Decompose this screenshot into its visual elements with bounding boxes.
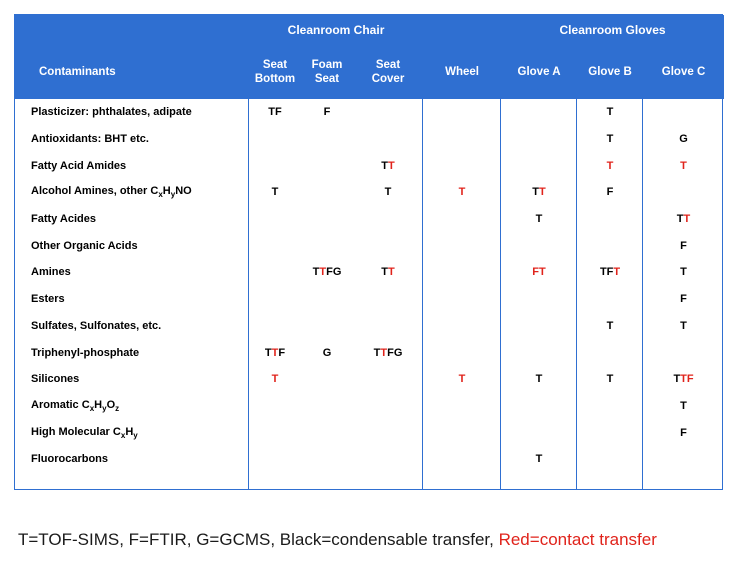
row-label: Antioxidants: BHT etc. (31, 133, 149, 146)
contact-transfer-mark: T (388, 159, 395, 172)
table-cell (423, 259, 501, 286)
condensable-transfer-mark: F (606, 186, 614, 199)
table-cell (423, 232, 501, 259)
table-cell (249, 126, 301, 153)
contact-transfer-mark: T (458, 373, 466, 386)
column-header-glove-a: Glove A (501, 45, 577, 99)
condensable-transfer-mark: T (680, 399, 687, 412)
contact-transfer-mark: T (606, 159, 614, 172)
condensable-transfer-mark: T (680, 266, 687, 279)
column-header-glove-b: Glove B (577, 45, 643, 99)
table-cell (501, 473, 577, 493)
table-cell (249, 99, 301, 126)
table-cell (249, 206, 301, 233)
contact-transfer-mark: TF (680, 373, 694, 386)
condensable-transfer-mark: FG (387, 346, 403, 359)
table-cell (643, 366, 724, 393)
table-cell (423, 179, 501, 206)
table-cell (301, 152, 353, 179)
table-cell (501, 366, 577, 393)
table-cell (353, 446, 423, 473)
table-cell (423, 366, 501, 393)
table-cell (501, 99, 577, 126)
condensable-transfer-mark: FG (326, 266, 342, 279)
condensable-transfer-mark: G (679, 133, 688, 146)
condensable-transfer-mark: F (680, 426, 687, 439)
table-cell (577, 179, 643, 206)
column-header-seat-cover: Seat Cover (353, 45, 423, 99)
table-cell (643, 473, 724, 493)
row-label: Alcohol Amines, other $C_xH_yNO$ (31, 185, 192, 200)
table-cell (423, 206, 501, 233)
table-row (15, 99, 724, 126)
table-cell (501, 419, 577, 446)
condensable-transfer-mark: T (676, 213, 684, 226)
row-label: Triphenyl-phosphate (31, 346, 140, 359)
table-cell (423, 313, 501, 340)
table-row (15, 286, 724, 313)
condensable-transfer-mark: T (271, 186, 279, 199)
table-cell (577, 339, 643, 366)
table-cell (643, 126, 724, 153)
table-cell (423, 339, 501, 366)
condensable-transfer-mark: T (673, 373, 681, 386)
contact-transfer-mark: T (683, 213, 691, 226)
condensable-transfer-mark: T (535, 373, 543, 386)
condensable-transfer-mark: T (381, 159, 389, 172)
header-empty-cell (423, 15, 501, 45)
table-cell (577, 313, 643, 340)
condensable-transfer-mark: F (278, 346, 286, 359)
condensable-transfer-mark: T (381, 266, 389, 279)
table-cell (577, 152, 643, 179)
column-divider (642, 99, 643, 489)
table-cell (353, 366, 423, 393)
contaminants-table-container (14, 14, 723, 490)
table-cell (423, 419, 501, 446)
table-row (15, 446, 724, 473)
row-label: Esters (31, 293, 65, 306)
header-group-row (15, 15, 724, 45)
table-cell (577, 259, 643, 286)
table-cell (643, 152, 724, 179)
condensable-transfer-mark: T (373, 346, 381, 359)
table-cell (353, 152, 423, 179)
contact-transfer-mark: T (319, 266, 327, 279)
condensable-transfer-mark: T (606, 319, 614, 332)
column-divider (500, 99, 501, 489)
table-cell (301, 126, 353, 153)
contact-transfer-mark: T (388, 266, 395, 279)
condensable-transfer-mark: F (680, 239, 687, 252)
condensable-transfer-mark: T (680, 319, 687, 332)
table-cell (301, 339, 353, 366)
table-row (15, 313, 724, 340)
table-row (15, 152, 724, 179)
row-label: Other Organic Acids (31, 239, 138, 252)
row-label: Sulfates, Sulfonates, etc. (31, 319, 162, 332)
table-cell (353, 232, 423, 259)
table-cell (353, 286, 423, 313)
table-cell (423, 393, 501, 420)
row-label: Silicones (31, 373, 80, 386)
table-cell (353, 393, 423, 420)
table-cell (643, 206, 724, 233)
column-header-seat-bottom: Seat Bottom (249, 45, 301, 99)
condensable-transfer-mark: T (312, 266, 320, 279)
column-header-glove-c: Glove C (643, 45, 724, 99)
table-cell (577, 99, 643, 126)
table-cell (577, 419, 643, 446)
condensable-transfer-mark: T (606, 133, 614, 146)
table-cell (301, 313, 353, 340)
table-cell (15, 473, 249, 493)
condensable-transfer-mark: T (606, 373, 614, 386)
table-row (15, 179, 724, 206)
table-cell (501, 393, 577, 420)
contact-transfer-mark: T (271, 373, 279, 386)
table-cell (501, 259, 577, 286)
table-cell (501, 339, 577, 366)
table-cell (249, 259, 301, 286)
contact-transfer-mark: T (458, 186, 466, 199)
header-columns-row (15, 45, 724, 99)
table-cell (577, 446, 643, 473)
table-cell (423, 152, 501, 179)
table-cell (249, 179, 301, 206)
table-cell (577, 206, 643, 233)
table-cell (423, 126, 501, 153)
condensable-transfer-mark: G (322, 346, 332, 359)
row-label: Aromatic $C_xH_yO_z$ (31, 398, 120, 413)
table-cell (643, 286, 724, 313)
legend-red-text: Red=contact transfer (498, 530, 657, 549)
table-cell (249, 473, 301, 493)
table-cell (301, 286, 353, 313)
contaminants-table (15, 15, 724, 493)
row-label: Fluorocarbons (31, 453, 109, 466)
table-cell (249, 393, 301, 420)
table-cell (249, 419, 301, 446)
column-divider (248, 99, 249, 489)
table-body (15, 99, 724, 493)
table-cell (577, 473, 643, 493)
contact-transfer-mark: T (380, 346, 388, 359)
table-cell (423, 446, 501, 473)
table-cell (301, 419, 353, 446)
row-label: Fatty Acides (31, 213, 97, 226)
header-group-chair: Cleanroom Chair (249, 15, 423, 45)
table-row (15, 126, 724, 153)
condensable-transfer-mark: T (535, 453, 543, 466)
table-cell (249, 152, 301, 179)
condensable-transfer-mark: T (535, 213, 543, 226)
table-cell (301, 206, 353, 233)
table-cell (353, 473, 423, 493)
table-cell (501, 286, 577, 313)
table-cell (643, 99, 724, 126)
condensable-transfer-mark: TF (268, 106, 282, 119)
table-cell (577, 286, 643, 313)
table-row (15, 339, 724, 366)
table-cell (353, 206, 423, 233)
contact-transfer-mark: T (539, 186, 546, 199)
condensable-transfer-mark: T (532, 186, 540, 199)
legend-black-text: T=TOF-SIMS, F=FTIR, G=GCMS, Black=condensable transfer, (18, 530, 499, 549)
condensable-transfer-mark: TF (599, 266, 614, 279)
contact-transfer-mark: T (680, 159, 687, 172)
table-cell (249, 313, 301, 340)
table-cell (577, 126, 643, 153)
table-cell (643, 259, 724, 286)
table-cell (423, 99, 501, 126)
contact-transfer-mark: T (539, 266, 546, 279)
table-cell (643, 179, 724, 206)
condensable-transfer-mark: T (606, 106, 614, 119)
table-cell (643, 339, 724, 366)
table-cell (501, 179, 577, 206)
table-cell (301, 473, 353, 493)
table-row (15, 366, 724, 393)
table-cell (501, 232, 577, 259)
table-cell (353, 313, 423, 340)
table-cell (501, 206, 577, 233)
column-header-contaminants: Contaminants (15, 45, 249, 99)
table-cell (501, 446, 577, 473)
contact-transfer-mark: F (532, 266, 540, 279)
contact-transfer-mark: T (613, 266, 621, 279)
row-label: Amines (31, 266, 71, 279)
table-cell (301, 232, 353, 259)
table-cell (643, 419, 724, 446)
table-cell (249, 286, 301, 313)
table-cell (577, 393, 643, 420)
table-cell (501, 126, 577, 153)
table-cell (353, 259, 423, 286)
table-cell (301, 446, 353, 473)
table-cell (577, 366, 643, 393)
table-row (15, 259, 724, 286)
table-cell (353, 419, 423, 446)
table-cell (501, 152, 577, 179)
table-cell (353, 99, 423, 126)
table-cell (249, 232, 301, 259)
table-cell (301, 393, 353, 420)
table-cell (577, 232, 643, 259)
table-row (15, 232, 724, 259)
column-header-wheel: Wheel (423, 45, 501, 99)
row-label: High Molecular $C_xH_y$ (31, 425, 138, 440)
table-row-spacer (15, 473, 724, 493)
table-cell (423, 473, 501, 493)
table-cell (353, 339, 423, 366)
legend (18, 530, 657, 550)
row-label: Fatty Acid Amides (31, 159, 127, 172)
table-cell (301, 366, 353, 393)
table-cell (301, 179, 353, 206)
table-cell (301, 99, 353, 126)
condensable-transfer-mark: T (264, 346, 272, 359)
header-empty-cell (15, 15, 249, 45)
table-cell (501, 313, 577, 340)
condensable-transfer-mark: F (680, 293, 687, 306)
table-cell (423, 286, 501, 313)
condensable-transfer-mark: F (323, 106, 331, 119)
contact-transfer-mark: T (271, 346, 279, 359)
table-cell (301, 259, 353, 286)
table-cell (353, 179, 423, 206)
table-cell (249, 446, 301, 473)
column-divider (576, 99, 577, 489)
table-cell (643, 393, 724, 420)
table-cell (249, 339, 301, 366)
table-cell (353, 126, 423, 153)
table-cell (643, 313, 724, 340)
table-row (15, 206, 724, 233)
table-row (15, 393, 724, 420)
table-cell (249, 366, 301, 393)
header-group-gloves: Cleanroom Gloves (501, 15, 724, 45)
table-row (15, 419, 724, 446)
column-divider (422, 99, 423, 489)
condensable-transfer-mark: T (384, 186, 392, 199)
table-cell (643, 232, 724, 259)
row-label: Plasticizer: phthalates, adipate (31, 106, 192, 119)
table-cell (643, 446, 724, 473)
column-header-foam-seat: Foam Seat (301, 45, 353, 99)
